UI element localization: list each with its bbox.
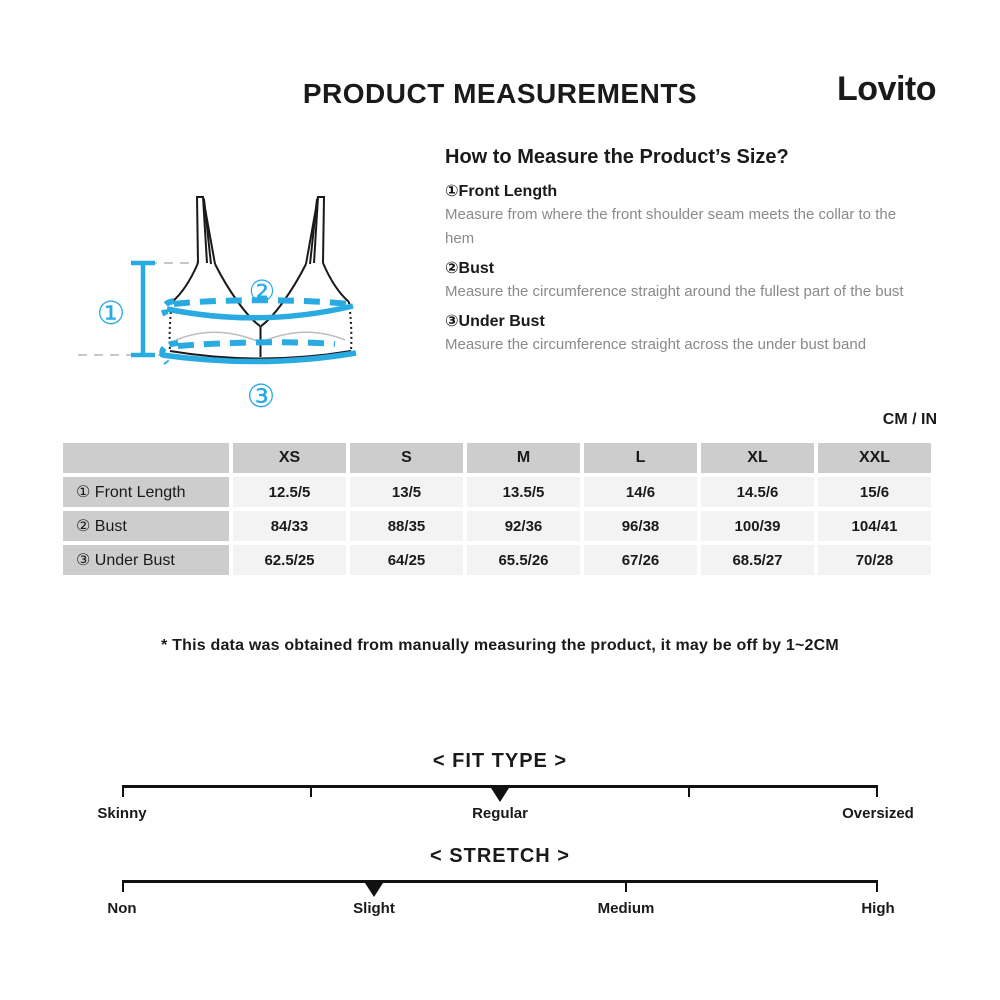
- size-column-header: XXL: [818, 443, 931, 473]
- tick-mark: [122, 880, 124, 892]
- measure-item-under-bust: [445, 311, 941, 357]
- size-column-header: XL: [701, 443, 814, 473]
- stretch-label-slight: Slight: [353, 900, 395, 917]
- size-table: [59, 439, 935, 579]
- measure-item-label: ②Bust: [445, 260, 495, 277]
- tick-mark: [876, 785, 878, 797]
- diagram-marker-2: ②: [248, 274, 276, 310]
- tick-mark: [310, 785, 312, 797]
- size-column-header: S: [350, 443, 463, 473]
- stretch-axis-line: [122, 880, 878, 883]
- fit-type-title: < FIT TYPE >: [432, 750, 568, 772]
- size-column-header: L: [584, 443, 697, 473]
- underbust-line-end: [162, 343, 178, 363]
- stretch-marker-triangle: [365, 883, 383, 897]
- fit-type-label-regular: Regular: [472, 805, 528, 822]
- measurement-cell: 84/33: [233, 511, 346, 541]
- measurement-lines: [131, 263, 356, 363]
- measurement-cell: 67/26: [584, 545, 697, 575]
- measurement-cell: 65.5/26: [467, 545, 580, 575]
- row-label: ③ Under Bust: [63, 545, 229, 575]
- stretch-title: < STRETCH >: [430, 845, 570, 867]
- measurement-cell: 15/6: [818, 477, 931, 507]
- fit-type-label-skinny: Skinny: [97, 805, 147, 822]
- units-label: CM / IN: [882, 411, 937, 428]
- fit-type-marker-triangle: [491, 788, 509, 802]
- table-row-under-bust: [63, 545, 931, 575]
- size-column-header: XS: [233, 443, 346, 473]
- product-diagram-illustration: [70, 150, 460, 422]
- measurement-cell: 62.5/25: [233, 545, 346, 575]
- measurement-cell: 14.5/6: [701, 477, 814, 507]
- size-table-corner-cell: [63, 443, 229, 473]
- tick-mark: [876, 880, 878, 892]
- measurement-cell: 64/25: [350, 545, 463, 575]
- measure-item-label: ①Front Length: [445, 183, 558, 200]
- fit-type-label-oversized: Oversized: [842, 805, 914, 822]
- stretch-label-high: High: [861, 900, 895, 917]
- row-label: ② Bust: [63, 511, 229, 541]
- measure-item-desc: Measure the circumference straight around the fullest part of the bust: [445, 283, 904, 300]
- measurement-cell: 104/41: [818, 511, 931, 541]
- diagram-marker-3: ③: [246, 377, 276, 415]
- table-row-bust: [63, 511, 931, 541]
- fit-type-scale: [97, 785, 914, 827]
- brand-logo: Lovito: [837, 70, 936, 108]
- measure-item-front-length: [445, 181, 941, 251]
- measurement-cell: 100/39: [701, 511, 814, 541]
- diagram-marker-1: ①: [96, 294, 126, 332]
- stretch-label-medium: Medium: [597, 900, 655, 917]
- underbust-line-dashed: [178, 342, 335, 346]
- table-row-front-length: [63, 477, 931, 507]
- how-to-heading: How to Measure the Product’s Size?: [445, 146, 789, 168]
- measurement-cell: 70/28: [818, 545, 931, 575]
- stretch-label-non: Non: [107, 900, 137, 917]
- measurement-cell: 14/6: [584, 477, 697, 507]
- measure-item-desc: Measure the circumference straight across the under bust band: [445, 336, 867, 353]
- measurement-cell: 88/35: [350, 511, 463, 541]
- measurement-cell: 13.5/5: [467, 477, 580, 507]
- size-table-header-row: [63, 443, 931, 473]
- measurement-cell: 96/38: [584, 511, 697, 541]
- measure-item-label: ③Under Bust: [445, 313, 545, 330]
- measurement-cell: 13/5: [350, 477, 463, 507]
- measurement-cell: 68.5/27: [701, 545, 814, 575]
- tick-mark: [625, 880, 627, 892]
- tick-mark: [688, 785, 690, 797]
- stretch-scale: [107, 880, 895, 922]
- tick-mark: [122, 785, 124, 797]
- measurement-cell: 12.5/5: [233, 477, 346, 507]
- row-label: ① Front Length: [63, 477, 229, 507]
- measure-item-desc: Measure from where the front shoulder seam meets the collar to the hem: [445, 206, 897, 247]
- measure-item-bust: [445, 258, 941, 304]
- how-to-section: [445, 146, 941, 357]
- page-title: PRODUCT MEASUREMENTS: [302, 78, 698, 109]
- measurement-cell: 92/36: [467, 511, 580, 541]
- disclaimer-text: * This data was obtained from manually measuring the product, it may be off by 1~2CM: [161, 637, 839, 654]
- size-column-header: M: [467, 443, 580, 473]
